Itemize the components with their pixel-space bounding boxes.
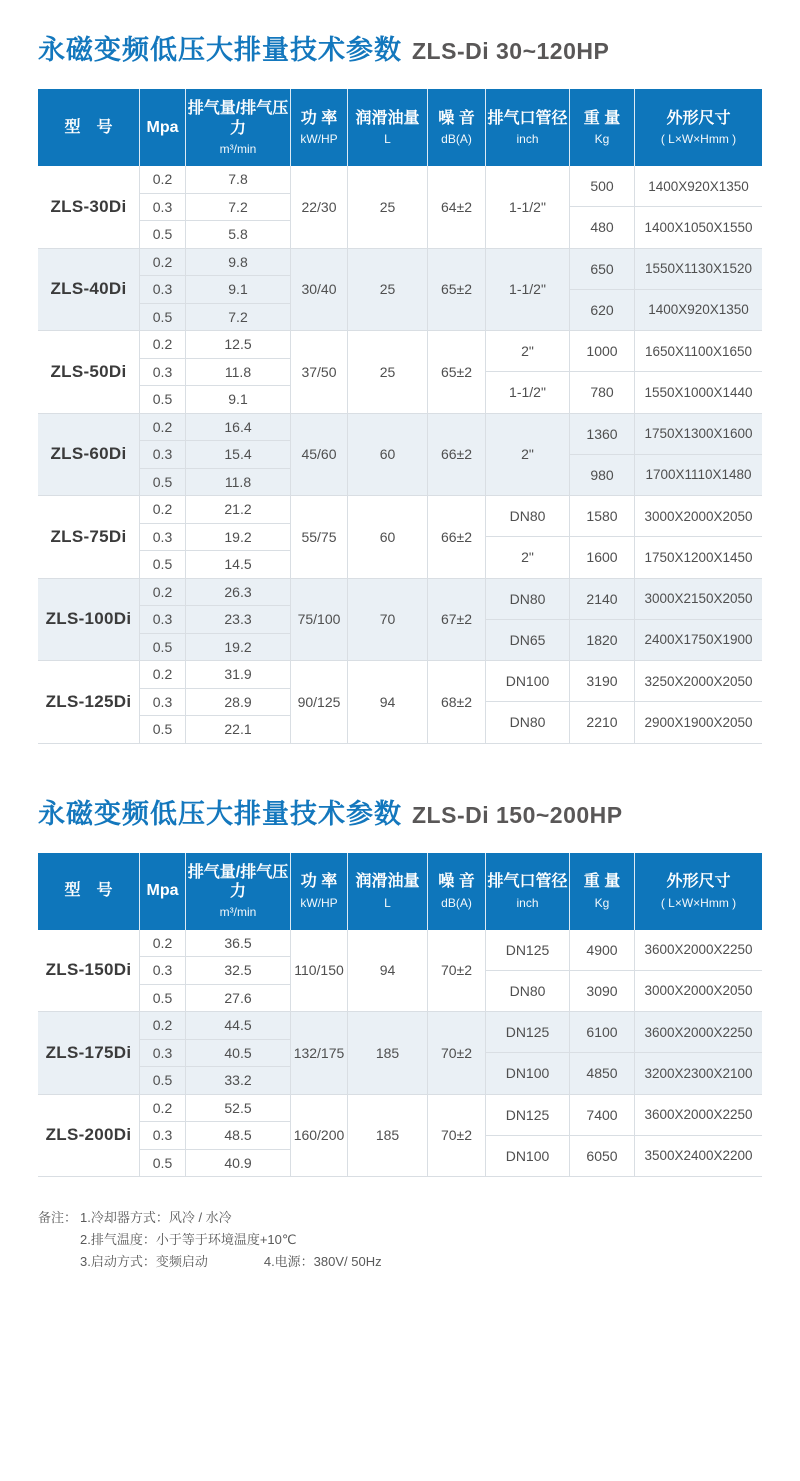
spec-section-30-120hp xyxy=(38,28,762,744)
pipe-column xyxy=(485,1012,569,1094)
pipe-cell: DN100 xyxy=(505,673,550,690)
displacement-cell: 23.3 xyxy=(186,605,290,633)
spec-section-150-200hp xyxy=(38,792,762,1178)
weight-cell: 3190 xyxy=(586,673,618,690)
weight-cell: 2210 xyxy=(570,701,634,742)
mpa-cell: 0.5 xyxy=(140,385,185,413)
dims-cell: 1700X1110X1480 xyxy=(635,454,762,495)
header-sublabel: m³/min xyxy=(219,141,257,156)
noise-cell: 65±2 xyxy=(427,331,485,413)
weight-cell: 6100 xyxy=(586,1024,618,1041)
header-cell-noise xyxy=(427,853,485,930)
oil-cell: 185 xyxy=(347,1095,427,1177)
header-sublabel: Kg xyxy=(594,895,610,910)
dims-cell: 3000X2000X2050 xyxy=(644,508,753,524)
pipe-cell: DN80 xyxy=(509,590,546,607)
mpa-cell: 0.5 xyxy=(140,1066,185,1094)
pipe-column xyxy=(485,496,569,578)
dims-cell: 1650X1100X1650 xyxy=(644,343,753,359)
mpa-cell: 0.3 xyxy=(140,358,185,386)
header-label: 排气口管径 xyxy=(487,873,568,891)
header-sublabel: inch xyxy=(516,895,539,910)
model-cell: ZLS-50Di xyxy=(50,361,127,381)
weight-column xyxy=(569,930,634,1012)
weight-column xyxy=(569,496,634,578)
displacement-cell: 36.5 xyxy=(224,934,252,951)
mpa-cell: 0.2 xyxy=(152,1017,173,1034)
noise-cell: 70±2 xyxy=(427,930,485,1012)
mpa-cell: 0.3 xyxy=(140,440,185,468)
mpa-column xyxy=(139,331,185,413)
displacement-cell: 15.4 xyxy=(186,440,290,468)
pipe-cell: DN65 xyxy=(486,619,569,660)
mpa-column xyxy=(139,166,185,248)
pipe-cell: 2" xyxy=(486,536,569,577)
displacement-cell: 40.5 xyxy=(186,1039,290,1067)
weight-column xyxy=(569,579,634,661)
header-label: 外形尺寸 xyxy=(666,873,731,891)
dims-cell: 1750X1300X1600 xyxy=(644,426,753,442)
weight-column xyxy=(569,331,634,413)
pipe-cell: 1-1/2" xyxy=(485,249,569,331)
dims-column xyxy=(634,414,762,496)
weight-cell: 4850 xyxy=(570,1052,634,1093)
weight-cell: 3090 xyxy=(570,970,634,1011)
note-item: 4.电源：380V/ 50Hz xyxy=(263,1254,382,1269)
model-row xyxy=(38,414,762,497)
mpa-cell: 0.5 xyxy=(140,984,185,1012)
model-row xyxy=(38,579,762,662)
displacement-column xyxy=(185,331,290,413)
model-row xyxy=(38,496,762,579)
displacement-cell: 16.4 xyxy=(224,418,252,435)
noise-cell: 66±2 xyxy=(427,414,485,496)
displacement-cell: 28.9 xyxy=(186,688,290,716)
weight-cell: 780 xyxy=(570,371,634,412)
pipe-cell: DN125 xyxy=(505,941,550,958)
model-cell: ZLS-150Di xyxy=(45,960,132,980)
weight-cell: 1580 xyxy=(586,508,618,525)
note-label: 备注： xyxy=(38,1210,78,1225)
displacement-column xyxy=(185,414,290,496)
pipe-cell: 1-1/2" xyxy=(486,371,569,412)
header-sublabel: dB(A) xyxy=(441,895,472,910)
power-cell: 110/150 xyxy=(290,930,347,1012)
header-label: 型 号 xyxy=(64,118,113,136)
dims-cell: 3600X2000X2250 xyxy=(644,1024,753,1040)
weight-cell: 1360 xyxy=(586,425,618,442)
pipe-cell: 1-1/2" xyxy=(485,166,569,248)
model-row xyxy=(38,1095,762,1178)
section-title-cn: 永磁变频低压大排量技术参数 xyxy=(38,798,402,829)
header-cell-oil xyxy=(347,89,427,166)
weight-column xyxy=(569,414,634,496)
mpa-cell: 0.2 xyxy=(152,418,173,435)
power-cell: 75/100 xyxy=(290,579,347,661)
mpa-column xyxy=(139,414,185,496)
displacement-cell: 44.5 xyxy=(224,1017,252,1034)
section-title xyxy=(38,28,762,67)
header-label: 排气口管径 xyxy=(487,109,568,127)
header-label: 功 率 xyxy=(300,873,338,891)
noise-cell: 70±2 xyxy=(427,1095,485,1177)
mpa-cell: 0.5 xyxy=(140,220,185,248)
displacement-cell: 9.8 xyxy=(228,253,248,270)
dims-cell: 3200X2300X2100 xyxy=(635,1052,762,1093)
dims-cell: 3000X2000X2050 xyxy=(635,970,762,1011)
mpa-cell: 0.3 xyxy=(140,1039,185,1067)
section-title xyxy=(38,792,762,831)
header-sublabel: m³/min xyxy=(219,905,257,920)
dims-column xyxy=(634,1095,762,1177)
displacement-column xyxy=(185,249,290,331)
model-cell: ZLS-100Di xyxy=(45,609,132,629)
header-sublabel: dB(A) xyxy=(441,132,472,147)
mpa-cell: 0.3 xyxy=(140,605,185,633)
dims-cell: 1550X1000X1440 xyxy=(635,371,762,412)
header-label: 重 量 xyxy=(583,109,621,127)
oil-cell: 185 xyxy=(347,1012,427,1094)
mpa-column xyxy=(139,579,185,661)
weight-cell: 1600 xyxy=(570,536,634,577)
header-sublabel: inch xyxy=(516,132,539,147)
header-cell-mpa xyxy=(139,89,185,166)
mpa-column xyxy=(139,1012,185,1094)
header-cell-displacement xyxy=(185,89,290,166)
header-label: 排气量/排气压力 xyxy=(187,863,289,900)
mpa-cell: 0.5 xyxy=(140,715,185,743)
displacement-cell: 12.5 xyxy=(224,336,252,353)
header-label: 噪 音 xyxy=(438,109,475,127)
weight-cell: 4900 xyxy=(586,941,618,958)
model-cell: ZLS-30Di xyxy=(50,196,127,216)
spec-table-30-120hp xyxy=(38,89,762,744)
mpa-cell: 0.5 xyxy=(140,633,185,661)
power-cell: 90/125 xyxy=(290,661,347,743)
weight-column xyxy=(569,1012,634,1094)
power-cell: 45/60 xyxy=(290,414,347,496)
displacement-cell: 40.9 xyxy=(186,1149,290,1177)
mpa-cell: 0.2 xyxy=(152,1099,173,1116)
mpa-cell: 0.2 xyxy=(152,666,173,683)
displacement-cell: 48.5 xyxy=(186,1121,290,1149)
mpa-cell: 0.3 xyxy=(140,193,185,221)
header-sublabel: ( L×W×Hmm ) xyxy=(660,895,737,910)
header-label: 噪 音 xyxy=(438,873,475,891)
header-sublabel: kW/HP xyxy=(300,895,338,910)
mpa-cell: 0.3 xyxy=(140,688,185,716)
dims-cell: 1400X1050X1550 xyxy=(635,206,762,247)
pipe-column xyxy=(485,661,569,743)
header-sublabel: L xyxy=(384,132,391,147)
displacement-cell: 31.9 xyxy=(224,666,252,683)
weight-cell: 650 xyxy=(590,260,614,277)
displacement-cell: 19.2 xyxy=(186,523,290,551)
weight-cell: 480 xyxy=(570,206,634,247)
weight-cell: 7400 xyxy=(586,1106,618,1123)
header-cell-model xyxy=(38,89,139,166)
dims-cell: 2400X1750X1900 xyxy=(635,619,762,660)
pipe-column xyxy=(485,930,569,1012)
displacement-cell: 7.8 xyxy=(228,171,248,188)
displacement-cell: 11.8 xyxy=(186,358,290,386)
power-cell: 22/30 xyxy=(290,166,347,248)
weight-cell: 2140 xyxy=(586,590,618,607)
mpa-cell: 0.5 xyxy=(140,1149,185,1177)
dims-column xyxy=(634,930,762,1012)
mpa-cell: 0.2 xyxy=(152,171,173,188)
mpa-column xyxy=(139,1095,185,1177)
noise-cell: 68±2 xyxy=(427,661,485,743)
model-cell: ZLS-175Di xyxy=(45,1042,132,1062)
displacement-cell: 26.3 xyxy=(224,583,252,600)
dims-column xyxy=(634,166,762,248)
displacement-column xyxy=(185,661,290,743)
displacement-cell: 9.1 xyxy=(186,385,290,413)
oil-cell: 94 xyxy=(347,930,427,1012)
dims-cell: 3600X2000X2250 xyxy=(644,1107,753,1123)
header-label: Mpa xyxy=(146,118,179,136)
pipe-column xyxy=(485,1095,569,1177)
power-cell: 55/75 xyxy=(290,496,347,578)
displacement-cell: 33.2 xyxy=(186,1066,290,1094)
dims-cell: 2900X1900X2050 xyxy=(635,701,762,742)
dims-cell: 3250X2000X2050 xyxy=(644,673,753,689)
header-sublabel: Kg xyxy=(594,132,610,147)
displacement-cell: 7.2 xyxy=(186,193,290,221)
oil-cell: 94 xyxy=(347,661,427,743)
displacement-column xyxy=(185,166,290,248)
mpa-cell: 0.3 xyxy=(140,956,185,984)
power-cell: 132/175 xyxy=(290,1012,347,1094)
dims-cell: 3600X2000X2250 xyxy=(644,942,753,958)
oil-cell: 25 xyxy=(347,331,427,413)
mpa-cell: 0.2 xyxy=(152,336,173,353)
model-cell: ZLS-60Di xyxy=(50,444,127,464)
noise-cell: 64±2 xyxy=(427,166,485,248)
mpa-cell: 0.3 xyxy=(140,275,185,303)
pipe-cell: DN100 xyxy=(486,1052,569,1093)
header-label: 型 号 xyxy=(64,882,113,900)
displacement-cell: 19.2 xyxy=(186,633,290,661)
header-cell-oil xyxy=(347,853,427,930)
dims-column xyxy=(634,661,762,743)
weight-cell: 980 xyxy=(570,454,634,495)
weight-cell: 500 xyxy=(590,178,614,195)
displacement-cell: 21.2 xyxy=(224,501,252,518)
model-cell: ZLS-40Di xyxy=(50,279,127,299)
note-item: 1.冷却器方式：风冷 / 水冷 xyxy=(80,1210,232,1225)
dims-cell: 1400X920X1350 xyxy=(635,289,762,330)
header-cell-power xyxy=(290,89,347,166)
spec-table-150-200hp xyxy=(38,853,762,1178)
mpa-column xyxy=(139,249,185,331)
model-row xyxy=(38,930,762,1013)
header-sublabel: kW/HP xyxy=(300,132,338,147)
header-cell-mpa xyxy=(139,853,185,930)
pipe-column xyxy=(485,331,569,413)
dims-cell: 1550X1130X1520 xyxy=(644,261,753,277)
table-header xyxy=(38,853,762,930)
table-header xyxy=(38,89,762,166)
pipe-cell: 2" xyxy=(485,414,569,496)
displacement-cell: 27.6 xyxy=(186,984,290,1012)
mpa-cell: 0.5 xyxy=(140,303,185,331)
dims-column xyxy=(634,1012,762,1094)
header-sublabel: ( L×W×Hmm ) xyxy=(660,132,737,147)
displacement-column xyxy=(185,1012,290,1094)
header-label: 重 量 xyxy=(583,873,621,891)
displacement-column xyxy=(185,579,290,661)
displacement-column xyxy=(185,1095,290,1177)
header-label: 外形尺寸 xyxy=(666,109,731,127)
section-title-model-range: ZLS-Di 30~120HP xyxy=(412,38,610,64)
weight-column xyxy=(569,249,634,331)
oil-cell: 25 xyxy=(347,249,427,331)
weight-column xyxy=(569,166,634,248)
model-cell: ZLS-75Di xyxy=(50,526,127,546)
mpa-column xyxy=(139,661,185,743)
model-row xyxy=(38,661,762,744)
header-cell-noise xyxy=(427,89,485,166)
pipe-cell: DN125 xyxy=(505,1106,550,1123)
displacement-column xyxy=(185,930,290,1012)
model-cell: ZLS-125Di xyxy=(45,691,132,711)
dims-cell: 1400X920X1350 xyxy=(648,178,749,194)
note-line xyxy=(38,1251,762,1273)
model-cell: ZLS-200Di xyxy=(45,1125,132,1145)
note-item: 2.排气温度：小于等于环境温度+10℃ xyxy=(80,1232,297,1247)
model-row xyxy=(38,166,762,249)
pipe-column xyxy=(485,579,569,661)
mpa-cell: 0.2 xyxy=(152,934,173,951)
dims-column xyxy=(634,579,762,661)
model-row xyxy=(38,249,762,332)
mpa-cell: 0.2 xyxy=(152,501,173,518)
note-line xyxy=(38,1229,762,1251)
mpa-cell: 0.5 xyxy=(140,550,185,578)
mpa-cell: 0.2 xyxy=(152,583,173,600)
mpa-cell: 0.2 xyxy=(152,253,173,270)
dims-cell: 1750X1200X1450 xyxy=(635,536,762,577)
oil-cell: 60 xyxy=(347,414,427,496)
displacement-cell: 11.8 xyxy=(186,468,290,496)
power-cell: 30/40 xyxy=(290,249,347,331)
displacement-cell: 52.5 xyxy=(224,1099,252,1116)
mpa-column xyxy=(139,930,185,1012)
header-cell-displacement xyxy=(185,853,290,930)
header-label: 排气量/排气压力 xyxy=(187,100,289,137)
spec-page xyxy=(0,28,800,1273)
weight-column xyxy=(569,661,634,743)
model-row xyxy=(38,331,762,414)
noise-cell: 67±2 xyxy=(427,579,485,661)
note-line xyxy=(38,1207,762,1229)
header-label: 润滑油量 xyxy=(355,873,420,891)
noise-cell: 65±2 xyxy=(427,249,485,331)
header-cell-pipe xyxy=(485,853,569,930)
note-item: 3.启动方式：变频启动 xyxy=(80,1254,208,1269)
section-title-cn: 永磁变频低压大排量技术参数 xyxy=(38,35,402,65)
pipe-cell: DN80 xyxy=(486,701,569,742)
power-cell: 160/200 xyxy=(290,1095,347,1177)
model-row xyxy=(38,1012,762,1095)
dims-cell: 3500X2400X2200 xyxy=(635,1135,762,1176)
header-cell-weight xyxy=(569,853,634,930)
displacement-cell: 7.2 xyxy=(186,303,290,331)
mpa-cell: 0.3 xyxy=(140,523,185,551)
pipe-cell: DN80 xyxy=(509,508,546,525)
displacement-cell: 32.5 xyxy=(186,956,290,984)
displacement-cell: 14.5 xyxy=(186,550,290,578)
oil-cell: 25 xyxy=(347,166,427,248)
header-label: 功 率 xyxy=(300,109,338,127)
header-cell-power xyxy=(290,853,347,930)
header-cell-model xyxy=(38,853,139,930)
oil-cell: 70 xyxy=(347,579,427,661)
weight-cell: 1820 xyxy=(570,619,634,660)
pipe-cell: DN100 xyxy=(486,1135,569,1176)
pipe-cell: 2" xyxy=(521,343,534,360)
header-cell-weight xyxy=(569,89,634,166)
oil-cell: 60 xyxy=(347,496,427,578)
displacement-column xyxy=(185,496,290,578)
remarks xyxy=(38,1207,762,1273)
displacement-cell: 22.1 xyxy=(186,715,290,743)
dims-column xyxy=(634,331,762,413)
header-label: 润滑油量 xyxy=(355,109,420,127)
mpa-column xyxy=(139,496,185,578)
displacement-cell: 9.1 xyxy=(186,275,290,303)
header-label: Mpa xyxy=(146,882,179,900)
header-cell-pipe xyxy=(485,89,569,166)
mpa-cell: 0.5 xyxy=(140,468,185,496)
weight-column xyxy=(569,1095,634,1177)
weight-cell: 620 xyxy=(570,289,634,330)
dims-cell: 3000X2150X2050 xyxy=(644,591,753,607)
pipe-cell: DN125 xyxy=(505,1024,550,1041)
noise-cell: 70±2 xyxy=(427,1012,485,1094)
header-sublabel: L xyxy=(384,895,391,910)
pipe-cell: DN80 xyxy=(486,970,569,1011)
noise-cell: 66±2 xyxy=(427,496,485,578)
displacement-cell: 5.8 xyxy=(186,220,290,248)
dims-column xyxy=(634,249,762,331)
header-cell-dims xyxy=(634,853,762,930)
mpa-cell: 0.3 xyxy=(140,1121,185,1149)
weight-cell: 6050 xyxy=(570,1135,634,1176)
section-title-model-range: ZLS-Di 150~200HP xyxy=(412,801,623,828)
weight-cell: 1000 xyxy=(586,343,618,360)
power-cell: 37/50 xyxy=(290,331,347,413)
header-cell-dims xyxy=(634,89,762,166)
dims-column xyxy=(634,496,762,578)
